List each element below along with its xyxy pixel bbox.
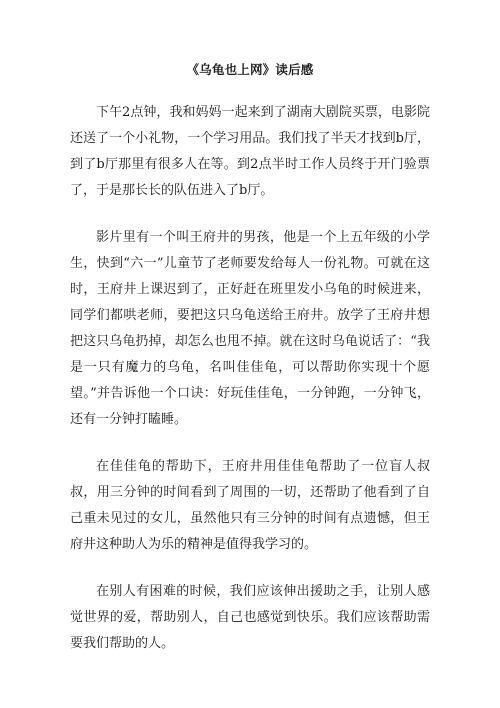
document-page [70,60,430,678]
paragraph-2: 影片里有一个叫王府井的男孩，他是一个上五年级的小学生，快到“六一”儿童节了老师要发给每人一份礼物。可就在这时，王府井上课迟到了，正好赶在班里发小乌龟的时候进来，同学们都哄老师，要把这只乌龟送给王府井。放学了王府井想把这只乌龟扔掉，却怎么也甩不掉。就在这时乌龟说话了：“我是一只有魔力的乌龟，名叫佳佳龟，可以帮助你实现十个愿望。”并告诉他一个口诀：好玩佳佳龟，一分钟跑，一分钟飞，还有一分钟打瞌睡。 [70,230,430,427]
document-title: 《乌龟也上网》读后感 [186,62,314,77]
paragraph-1: 下午2点钟，我和妈妈一起来到了湖南大剧院买票，电影院还送了一个小礼物，一个学习用品。我们找了半天才找到b厅，到了b厅那里有很多人在等。到2点半时工作人员终于开门验票了，于是那长长的队伍进入了b厅。 [70,105,430,198]
paragraph-3: 在佳佳龟的帮助下，王府井用佳佳龟帮助了一位盲人叔叔，用三分钟的时间看到了周围的一切，还帮助了他看到了自己重未见过的女儿，虽然他只有三分钟的时间有点遗憾，但王府井这种助人为乐的精神是值得我学习的。 [70,459,430,552]
paragraph-4: 在别人有困难的时候，我们应该伸出援助之手，让别人感觉世界的爱，帮助别人，自己也感觉到快乐。我们应该帮助需要我们帮助的人。 [70,584,430,651]
